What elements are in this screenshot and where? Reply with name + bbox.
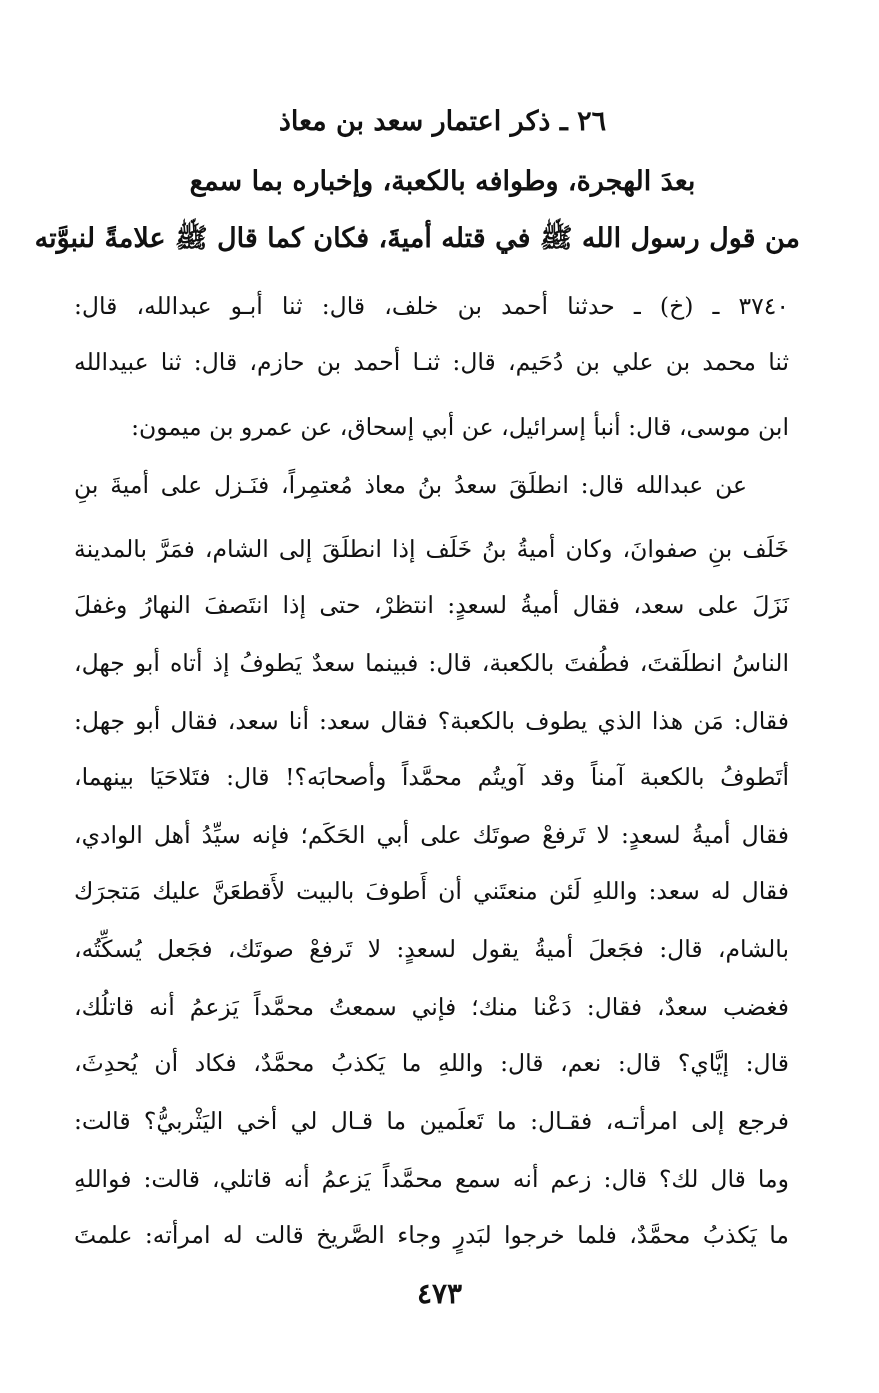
text-line: فغضب سعدٌ، فقال: دَعْنا منك؛ فإني سمعتُ محمَّداً يَزعمُ أنه قاتلُك، [74, 993, 789, 1021]
chapter-subtitle-line-1: بعدَ الهجرة، وطوافه بالكعبة، وإخباره بما سمع [189, 166, 696, 197]
isnad-line: ثنا محمد بن علي بن دُحَيم، قال: ثنـا أحمد بن حازم، قال: ثنا عبيدالله [74, 348, 789, 376]
text-line: أتَطوفُ بالكعبة آمناً وقد آويتُم محمَّداً وأصحابَه؟! قال: فتَلاحَيَا بينهما، [74, 763, 789, 791]
isnad-line: ٣٧٤٠ ـ (خ) ـ حدثنا أحمد بن خلف، قال: ثنا أبـو عبدالله، قال: [74, 292, 789, 320]
page-number: ٤٧٣ [416, 1277, 463, 1310]
isnad-line: ابن موسى، قال: أنبأ إسرائيل، عن أبي إسحاق، عن عمرو بن ميمون: [131, 413, 789, 441]
text-line: ما يَكذبُ محمَّدٌ، فلما خرجوا لبَدرٍ وجاء الصَّريخ قالت له امرأته: علمتَ [74, 1221, 789, 1249]
text-line: فقال: مَن هذا الذي يطوف بالكعبة؟ فقال سعد: أنا سعد، فقال أبو جهل: [74, 707, 789, 735]
text-line: فقال أميةُ لسعدٍ: لا تَرفعْ صوتَك على أبي الحَكَم؛ فإنه سيِّدُ أهل الوادي، [74, 821, 789, 849]
text-line: خَلَف بنِ صفوانَ، وكان أميةُ بنُ خَلَف إذا انطلَقَ إلى الشام، فمَرَّ بالمدينة [74, 535, 789, 563]
chapter-subtitle-line-2: من قول رسول الله ﷺ في قتله أميةَ، فكان كما قال ﷺ علامةً لنبوَّته [34, 223, 800, 254]
text-line: عن عبدالله قال: انطلَقَ سعدُ بنُ معاذ مُعتمِراً، فنَـزل على أميةَ بنِ [74, 471, 747, 499]
text-line: نَزَلَ على سعد، فقال أميةُ لسعدٍ: انتظرْ، حتى إذا انتَصفَ النهارُ وغفلَ [74, 591, 789, 619]
text-line: وما قال لك؟ قال: زعم أنه سمع محمَّداً يَزعمُ أنه قاتلي، قالت: فواللهِ [74, 1165, 789, 1193]
text-line: الناسُ انطلَقتَ، فطُفتَ بالكعبة، قال: فبينما سعدٌ يَطوفُ إذ أتاه أبو جهل، [74, 649, 789, 677]
text-line: بالشام، قال: فجَعلَ أميةُ يقول لسعدٍ: لا تَرفعْ صوتَك، فجَعل يُسكِّتُه، [74, 935, 789, 963]
text-line: قال: إيَّاي؟ قال: نعم، قال: واللهِ ما يَكذبُ محمَّدٌ، فكاد أن يُحدِثَ، [74, 1049, 789, 1077]
chapter-title: ٢٦ ـ ذكر اعتمار سعد بن معاذ [278, 106, 607, 137]
text-line: فقال له سعد: واللهِ لَئن منعتَني أن أَطوفَ بالبيت لأَقطعَنَّ عليك مَتجرَك [74, 877, 789, 905]
text-line: فرجع إلى امرأتـه، فقـال: ما تَعلَمين ما قـال لي أخي اليَثْربيُّ؟ قالت: [74, 1107, 789, 1135]
